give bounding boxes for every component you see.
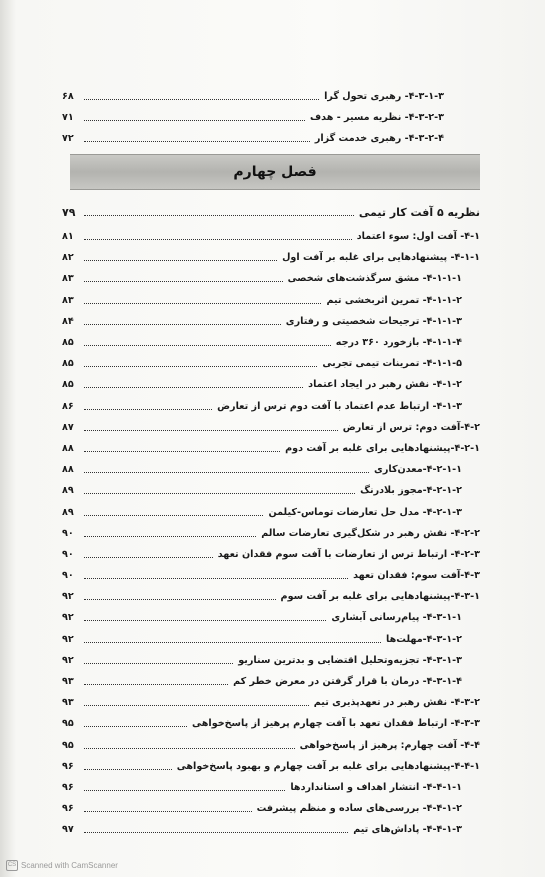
toc-entry [62,417,480,438]
toc-page-number: ۸۹ [62,485,74,497]
toc-entry [62,735,480,756]
toc-page-number: ۹۲ [62,612,74,624]
toc-entry [62,692,480,713]
toc-previous-chapter [62,86,480,150]
toc-leader-dots [84,215,354,216]
toc-leader-dots [84,99,319,100]
toc-page-number: ۷۹ [62,205,76,219]
toc-entry-title: ۴-۴-۱-۳- پاداش‌های تیم [353,824,462,836]
toc-leader-dots [84,811,252,812]
chapter-heading-banner [70,154,480,190]
toc-page-number: ۸۵ [62,379,74,391]
toc-page-number: ۹۳ [62,697,74,709]
toc-leader-dots [84,472,369,473]
toc-page-number: ۸۱ [62,231,74,243]
toc-leader-dots [84,493,355,494]
toc-entry [62,226,480,247]
toc-page-number: ۸۶ [62,400,74,412]
toc-entry-title: ۴-۱-۱-۴- بازخورد ۳۶۰ درجه [335,337,462,349]
toc-entry [62,374,480,395]
toc-leader-dots [84,324,281,325]
toc-leader-dots [84,705,309,706]
toc-page-number: ۸۸ [62,442,74,454]
toc-leader-dots [84,141,310,142]
toc-page-number: ۸۲ [62,252,74,264]
toc-leader-dots [84,260,277,261]
toc-page-number: ۷۱ [62,112,74,124]
toc-entry [62,459,480,480]
toc-entry [62,544,480,565]
toc-chapter-four [62,198,480,840]
toc-leader-dots [84,790,285,791]
toc-leader-dots [84,726,187,727]
toc-entry [62,607,480,628]
toc-page-number: ۹۲ [62,633,74,645]
toc-leader-dots [84,239,352,240]
toc-leader-dots [84,642,381,643]
toc-leader-dots [84,345,331,346]
toc-entry-title: ۴-۳-۱-پیشنهادهایی برای غلبه بر آفت سوم [280,591,480,603]
toc-page-number: ۹۶ [62,781,74,793]
toc-page-number: ۶۸ [62,91,74,103]
toc-entry [62,128,480,149]
toc-entry [62,396,480,417]
toc-entry [62,290,480,311]
toc-entry [62,756,480,777]
toc-leader-dots [84,430,338,431]
toc-entry-title: ۴-۳-۱-۳- تجزیه‌وتحلیل اقتضایی و بدترین سناریو [238,654,462,666]
toc-entry-title: ۴-۲-۲- نقش رهبر در شکل‌گیری تعارضات سالم [261,527,480,539]
toc-entry [62,86,480,107]
toc-leader-dots [84,536,256,537]
toc-page-number: ۸۳ [62,294,74,306]
toc-entry [62,107,480,128]
toc-entry [62,819,480,840]
toc-entry [62,565,480,586]
toc-entry [62,523,480,544]
toc-page-number: ۸۷ [62,421,74,433]
toc-entry-title: ۴-۳-۱-۳- رهبری تحول گرا [324,91,444,103]
toc-entry-title: ۴-۳-۱-۱- پیام‌رسانی آبشاری [331,612,462,624]
toc-leader-dots [84,684,228,685]
toc-page-number: ۸۸ [62,464,74,476]
toc-entry-title: ۴-۱-۲- نقش رهبر در ایجاد اعتماد [308,379,462,391]
toc-entry-title: ۴-۱- آفت اول: سوء اعتماد [356,231,480,243]
toc-entry [62,198,480,226]
watermark-text: Scanned with CamScanner [21,861,118,870]
toc-page-number: ۹۶ [62,760,74,772]
toc-entry [62,268,480,289]
toc-entry [62,480,480,501]
toc-entry-title: ۴-۳-آفت سوم: فقدان تعهد [353,570,480,582]
toc-entry-title: ۴-۱-۱-۱- مشق سرگذشت‌های شخصی [287,273,462,285]
toc-leader-dots [84,620,326,621]
toc-leader-dots [84,663,233,664]
toc-page-number: ۸۵ [62,337,74,349]
toc-entry-title: ۴-۲-۱-۳- مدل حل تعارضات توماس-کیلمن [268,506,462,518]
toc-leader-dots [84,557,213,558]
toc-page-number: ۸۹ [62,506,74,518]
toc-leader-dots [84,409,212,410]
toc-leader-dots [84,769,172,770]
toc-entry [62,777,480,798]
toc-leader-dots [84,832,348,833]
toc-entry [62,501,480,522]
toc-entry-title: ۴-۲-آفت دوم: ترس از تعارض [342,421,480,433]
toc-entry-title: ۴-۳-۱-۲-مهلت‌ها [386,633,462,645]
toc-leader-dots [84,515,263,516]
toc-entry [62,629,480,650]
toc-leader-dots [84,578,348,579]
toc-entry [62,353,480,374]
toc-entry-title: ۴-۳-۲-۴- رهبری خدمت گزار [314,133,444,145]
toc-page-number: ۹۰ [62,570,74,582]
toc-entry [62,332,480,353]
toc-entry-title: ۴-۲-۱-۲-مجوز بلادرنگ [360,485,462,497]
toc-entry [62,713,480,734]
toc-page-number: ۹۵ [62,718,74,730]
toc-page-number: ۹۷ [62,824,74,836]
toc-leader-dots [84,281,283,282]
toc-entry [62,671,480,692]
toc-entry-title: ۴-۴-۱-۱- انتشار اهداف و استانداردها [290,781,462,793]
toc-leader-dots [84,366,317,367]
toc-entry-title: ۴-۳-۱-۴- درمان با قرار گرفتن در معرض خطر کم [233,676,462,688]
toc-entry-title: ۴-۱-۳- ارتباط عدم اعتماد با آفت دوم ترس از تعارض [217,400,462,412]
toc-page-number: ۸۴ [62,315,74,327]
toc-page-number: ۹۳ [62,676,74,688]
toc-page-number: ۹۲ [62,654,74,666]
toc-page-number: ۹۶ [62,803,74,815]
toc-page-number: ۹۰ [62,527,74,539]
toc-entry-title: ۴-۴-۱-پیشنهادهایی برای غلبه بر آفت چهارم و بهبود پاسخ‌خواهی [176,760,480,772]
toc-entry-title: نظریه ۵ آفت کار تیمی [358,205,480,219]
toc-entry [62,650,480,671]
toc-entry [62,311,480,332]
toc-page-number: ۸۵ [62,358,74,370]
toc-page-number: ۸۳ [62,273,74,285]
toc-leader-dots [84,748,295,749]
toc-entry-title: ۴-۱-۱-۳- ترجیحات شخصیتی و رفتاری [285,315,462,327]
toc-entry-title: ۴-۳-۲-۳- نظریه مسیر - هدف [310,112,444,124]
toc-entry [62,247,480,268]
toc-page-number: ۹۲ [62,591,74,603]
toc-entry-title: ۴-۴-۱-۲- بررسی‌های ساده و منظم پیشرفت [256,803,462,815]
toc-entry-title: ۴-۱-۱-۲- تمرین اثربخشی تیم [326,294,462,306]
toc-leader-dots [84,387,303,388]
camscanner-watermark [6,860,118,871]
toc-leader-dots [84,451,280,452]
toc-page-number: ۹۰ [62,548,74,560]
toc-entry-title: ۴-۱-۱- پیشنهادهایی برای غلبه بر آفت اول [282,252,480,264]
toc-entry-title: ۴-۲-۱-پیشنهادهایی برای غلبه بر آفت دوم [285,442,480,454]
toc-entry-title: ۴-۲-۱-۱-معدن‌کاری [374,464,462,476]
toc-entry-title: ۴-۳-۳- ارتباط فقدان تعهد با آفت چهارم پرهیز از پاسخ‌خواهی [192,718,480,730]
camscanner-logo-icon: CS [6,860,18,871]
toc-leader-dots [84,120,305,121]
toc-entry-title: ۴-۴- آفت چهارم: پرهیز از پاسخ‌خواهی [299,739,480,751]
chapter-title: فصل چهارم [233,164,317,180]
toc-leader-dots [84,303,321,304]
toc-page-number: ۹۵ [62,739,74,751]
toc-entry [62,586,480,607]
toc-entry-title: ۴-۱-۱-۵- تمرینات تیمی تجربی [322,358,462,370]
toc-entry [62,438,480,459]
toc-entry-title: ۴-۳-۲- نقش رهبر در تعهدپذیری تیم [313,697,480,709]
toc-leader-dots [84,599,276,600]
toc-entry [62,798,480,819]
toc-page-number: ۷۲ [62,133,74,145]
toc-entry-title: ۴-۲-۳- ارتباط ترس از تعارضات با آفت سوم فقدان تعهد [217,548,480,560]
